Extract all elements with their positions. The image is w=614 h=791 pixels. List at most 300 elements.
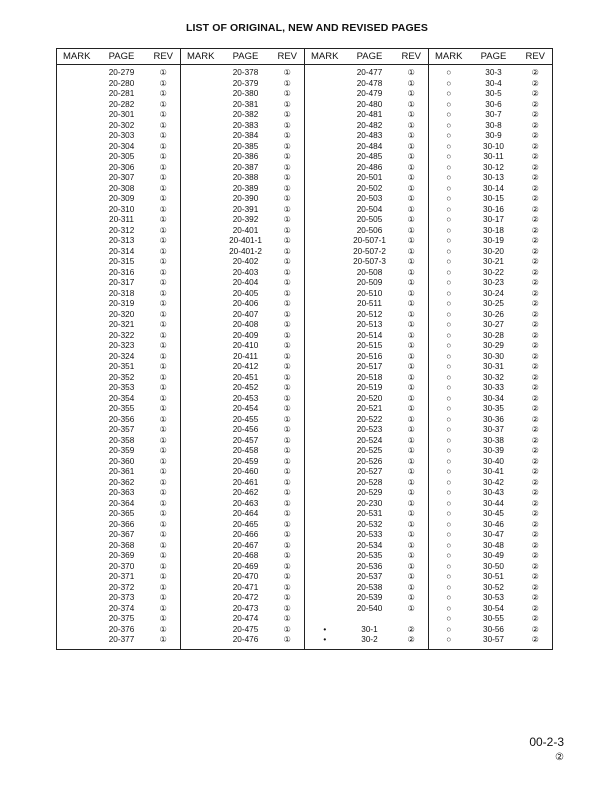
rev-cell-col1: ① [147,331,181,342]
mark-cell-col3 [305,257,345,268]
mark-cell-col2 [181,89,221,100]
mark-cell-col1 [57,247,97,258]
page-cell-col3: 20-515 [356,341,383,350]
rev-cell-col1: ① [147,173,181,184]
page-cell-col4: 30-18 [483,225,504,235]
page-cell-col3: 20-519 [356,383,383,392]
rev-cell-col3: ① [395,268,429,279]
rev-cell-col1: ① [147,572,181,583]
rev-cell-col3: ① [395,65,429,79]
header-page-3: PAGE [345,49,395,65]
table-header-row [57,49,553,65]
mark-cell-col4: ○ [446,498,452,508]
rev-cell-col1: ① [147,446,181,457]
mark-cell-col3 [305,425,345,436]
mark-cell-col1 [57,593,97,604]
mark-cell-col1 [57,65,97,79]
page-cell-col3: 20-486 [356,162,383,172]
rev-cell-col4: ② [519,341,553,352]
rev-cell-col4: ② [519,551,553,562]
mark-cell-col2 [181,572,221,583]
mark-cell-col3 [305,509,345,520]
page-cell-col4: 30-28 [483,330,504,340]
page-cell-col4: 30-16 [483,204,504,214]
rev-cell-col3: ① [395,488,429,499]
page-cell-col4: 30-37 [483,425,504,434]
rev-cell-col2: ① [271,593,305,604]
rev-cell-col3: ① [395,215,429,226]
table-row [57,65,553,79]
header-page-2: PAGE [221,49,271,65]
page-cell-col2: 20-454 [232,404,259,413]
mark-cell-col1 [57,152,97,163]
table-row [57,341,553,352]
rev-cell-col3: ① [395,562,429,573]
rev-cell-col4: ② [519,520,553,531]
page-cell-col2: 20-391 [232,204,259,214]
mark-cell-col3 [305,331,345,342]
rev-cell-col4: ② [519,79,553,90]
rev-cell-col2: ① [271,310,305,321]
mark-cell-col4: ○ [446,152,452,161]
mark-cell-col1 [57,509,97,520]
page-cell-col3: 20-540 [356,603,383,613]
rev-cell-col2: ① [271,562,305,573]
table-row [57,583,553,594]
mark-cell-col2 [181,205,221,216]
page-cell-col2: 20-458 [232,446,259,455]
table-row [57,299,553,310]
mark-cell-col4: ○ [446,162,452,172]
mark-cell-col2 [181,236,221,247]
page-cell-col3: 20-502 [356,183,383,193]
mark-cell-col4: ○ [446,225,452,235]
mark-cell-col4: ○ [446,131,452,140]
page-cell-col4: 30-54 [483,603,504,613]
page-cell-col4: 30-21 [483,257,504,266]
mark-cell-col3 [305,352,345,363]
rev-cell-col4: ② [519,530,553,541]
page-cell-col2: 20-407 [232,309,259,319]
page-cell-col1: 20-301 [108,110,135,119]
page-cell-col2: 20-464 [232,509,259,518]
rev-cell-col1: ① [147,530,181,541]
table-row [57,635,553,650]
mark-cell-col3 [305,614,345,625]
page-cell-col3: 20-518 [356,372,383,382]
page-cell-col1: 20-365 [108,509,135,518]
mark-cell-col3 [305,152,345,163]
mark-cell-col3 [305,163,345,174]
page-cell-col3: 30-1 [361,624,378,634]
header-rev-4: REV [519,49,553,65]
rev-cell-col1: ① [147,341,181,352]
table-row [57,541,553,552]
page-cell-col2: 20-459 [232,456,259,466]
rev-cell-col4: ② [519,320,553,331]
mark-cell-col4: ○ [446,183,452,193]
page-cell-col3: 20-484 [356,141,383,151]
rev-cell-col4: ② [519,215,553,226]
rev-cell-col2: ① [271,100,305,111]
rev-cell-col2: ① [271,257,305,268]
rev-cell-col4: ② [519,499,553,510]
page-cell-col1: 20-368 [108,540,135,550]
rev-cell-col1: ① [147,152,181,163]
page-cell-col1: 20-305 [108,152,135,161]
page-cell-col1: 20-376 [108,624,135,634]
rev-cell-col3: ② [395,625,429,636]
mark-cell-col2 [181,100,221,111]
page-cell-col1: 20-314 [108,246,135,256]
page-cell-col1: 20-366 [108,519,135,529]
mark-cell-col2 [181,173,221,184]
mark-cell-col4: ○ [446,572,452,581]
mark-cell-col4: ○ [446,593,452,602]
page-cell-col1: 20-309 [108,194,135,203]
mark-cell-col2 [181,341,221,352]
rev-cell-col4: ② [519,142,553,153]
page-cell-col4: 30-10 [483,141,504,151]
mark-cell-col2 [181,446,221,457]
rev-cell-col4: ② [519,331,553,342]
rev-cell-col1: ① [147,478,181,489]
mark-cell-col3 [305,415,345,426]
rev-cell-col4: ② [519,562,553,573]
page-cell-col2: 20-408 [232,320,259,329]
rev-cell-col1: ① [147,194,181,205]
rev-cell-col3: ① [395,425,429,436]
page-cell-col1: 20-369 [108,551,135,560]
page-cell-col4: 30-29 [483,341,504,350]
mark-cell-col4: ○ [446,582,452,592]
mark-cell-col2 [181,142,221,153]
rev-cell-col3: ① [395,404,429,415]
rev-cell-col3: ① [395,341,429,352]
rev-cell-col4: ② [519,163,553,174]
table-row [57,236,553,247]
rev-cell-col2: ① [271,520,305,531]
mark-cell-col2 [181,436,221,447]
page-cell-col3: 20-509 [356,278,383,287]
rev-cell-col4: ② [519,194,553,205]
rev-cell-col4: ② [519,352,553,363]
page-cell-col4: 30-6 [485,99,502,109]
mark-cell-col3 [305,467,345,478]
page-cell-col1: 20-363 [108,488,135,497]
rev-cell-col4: ② [519,362,553,373]
mark-cell-col4: ○ [446,414,452,424]
page-cell-col2: 20-402 [232,257,259,266]
table-row [57,268,553,279]
mark-cell-col4: ○ [446,299,452,308]
page-cell-col4: 30-25 [483,299,504,308]
rev-cell-col3: ① [395,142,429,153]
rev-cell-col3: ① [395,100,429,111]
rev-cell-col3: ① [395,551,429,562]
mark-cell-col1 [57,467,97,478]
rev-cell-col1: ① [147,299,181,310]
mark-cell-col4: ○ [446,204,452,214]
rev-cell-col2: ① [271,625,305,636]
rev-cell-col2: ① [271,142,305,153]
rev-cell-col3: ① [395,163,429,174]
mark-cell-col4: ○ [446,425,452,434]
mark-cell-col2 [181,488,221,499]
rev-cell-col3: ① [395,173,429,184]
page-cell-col2: 20-406 [232,299,259,308]
mark-cell-col4: ○ [446,488,452,497]
rev-cell-col1: ① [147,142,181,153]
page-cell-col1: 20-354 [108,393,135,403]
page-cell-col3: 20-517 [356,362,383,371]
page-cell-col1: 20-371 [108,572,135,581]
mark-cell-col4: ○ [446,309,452,319]
page-cell-col3: 20-481 [356,110,383,119]
table-row [57,457,553,468]
rev-cell-col3: ① [395,236,429,247]
mark-cell-col3 [305,593,345,604]
page-cell-col1: 20-311 [109,215,134,224]
mark-cell-col3 [305,604,345,615]
mark-cell-col1 [57,268,97,279]
page-cell-col2: 20-463 [232,498,259,508]
page-cell-col4: 30-32 [483,372,504,382]
mark-cell-col2 [181,562,221,573]
rev-cell-col2: ① [271,425,305,436]
page-cell-col1: 20-362 [108,477,135,487]
rev-cell-col1: ① [147,467,181,478]
rev-cell-col2: ① [271,163,305,174]
page-cell-col4: 30-50 [483,561,504,571]
rev-cell-col1: ① [147,289,181,300]
page-cell-col2: 20-385 [232,141,259,151]
mark-cell-col2 [181,530,221,541]
table-row [57,257,553,268]
mark-cell-col2 [181,425,221,436]
page-cell-col3: 20-507-1 [353,236,386,245]
mark-cell-col3 [305,404,345,415]
page-cell-col3: 20-539 [356,593,383,602]
rev-cell-col3: ① [395,226,429,237]
table-row [57,184,553,195]
page-cell-col3: 20-535 [356,551,383,560]
rev-cell-col1: ① [147,100,181,111]
mark-cell-col3 [305,184,345,195]
mark-cell-col2 [181,635,221,650]
page-cell-col1: 20-360 [108,456,135,466]
table-row [57,614,553,625]
page-cell-col2: 20-451 [232,372,259,382]
table-row [57,488,553,499]
rev-cell-col4: ② [519,65,553,79]
page-cell-col2: 20-468 [232,551,259,560]
mark-cell-col1 [57,320,97,331]
rev-cell-col1: ① [147,509,181,520]
rev-cell-col3: ① [395,467,429,478]
rev-cell-col1: ① [147,131,181,142]
page-cell-col4: 30-23 [483,278,504,287]
rev-cell-col3: ② [395,635,429,650]
page-cell-col1: 20-367 [108,530,135,539]
page-cell-col4: 30-45 [483,509,504,518]
page-cell-col2: 20-405 [232,288,259,298]
mark-cell-col2 [181,583,221,594]
page-cell-col4: 30-33 [483,383,504,392]
page-cell-col3: 20-536 [356,561,383,571]
mark-cell-col2 [181,467,221,478]
rev-cell-col1: ① [147,415,181,426]
page-cell-col2: 20-392 [232,215,259,224]
mark-cell-col4: ○ [446,215,452,224]
rev-cell-col2: ① [271,121,305,132]
table-row [57,499,553,510]
mark-cell-col3 [305,299,345,310]
mark-cell-col2 [181,551,221,562]
mark-cell-col4: ○ [446,624,452,634]
mark-cell-col2 [181,404,221,415]
rev-cell-col2: ① [271,278,305,289]
mark-cell-col3 [305,383,345,394]
page-cell-col2: 20-381 [232,99,259,109]
page-cell-col3: 20-507-2 [353,246,386,256]
rev-cell-col1: ① [147,583,181,594]
rev-cell-col3: ① [395,509,429,520]
table-row [57,121,553,132]
mark-cell-col4: ○ [446,435,452,445]
mark-cell-col4: ○ [446,372,452,382]
page-cell-col3: 20-516 [356,351,383,361]
page-cell-col2: 20-387 [232,162,259,172]
page-cell-col1: 20-357 [108,425,135,434]
mark-cell-col2 [181,625,221,636]
rev-cell-col3: ① [395,152,429,163]
page-cell-col3: 20-504 [356,204,383,214]
rev-cell-col3: ① [395,478,429,489]
page-cell-col2: 20-388 [232,173,259,182]
mark-cell-col3 [305,572,345,583]
page-cell-col1: 20-361 [108,467,135,476]
mark-cell-col4: ○ [446,362,452,371]
mark-cell-col1 [57,100,97,111]
page-cell-col3: 20-479 [356,89,383,98]
table-row [57,110,553,121]
mark-cell-col3 [305,310,345,321]
page-cell-col4: 30-20 [483,246,504,256]
page-cell-col4: 30-8 [485,120,502,130]
rev-cell-col2: ① [271,89,305,100]
table-row [57,173,553,184]
mark-cell-col4: ○ [446,236,452,245]
rev-cell-col2: ① [271,289,305,300]
page-cell-col2: 20-379 [232,78,259,88]
rev-cell-col3: ① [395,394,429,405]
mark-cell-col3 [305,79,345,90]
mark-cell-col1 [57,331,97,342]
page-cell-col4: 30-48 [483,540,504,550]
mark-cell-col1 [57,257,97,268]
rev-cell-col4: ② [519,310,553,321]
page-cell-col3: 20-230 [356,498,383,508]
rev-cell-col2: ① [271,446,305,457]
mark-cell-col2 [181,520,221,531]
table-row [57,289,553,300]
rev-cell-col2: ① [271,131,305,142]
rev-cell-col3: ① [395,530,429,541]
page-cell-col2: 20-475 [232,624,259,634]
rev-cell-col2: ① [271,236,305,247]
rev-cell-col1: ① [147,362,181,373]
mark-cell-col2 [181,215,221,226]
page-cell-col4: 30-35 [483,404,504,413]
rev-cell-col3: ① [395,278,429,289]
page-cell-col3: 20-537 [356,572,383,581]
mark-cell-col1 [57,236,97,247]
mark-cell-col2 [181,226,221,237]
page-number: 00-2-3 [529,735,564,749]
mark-cell-col1 [57,415,97,426]
mark-cell-col1 [57,89,97,100]
table-row [57,572,553,583]
rev-cell-col1: ① [147,257,181,268]
page-cell-col1: 20-323 [108,341,135,350]
rev-cell-col4: ② [519,404,553,415]
mark-cell-col1 [57,289,97,300]
rev-cell-col3: ① [395,383,429,394]
table-row [57,247,553,258]
rev-cell-col4: ② [519,205,553,216]
rev-cell-col2: ① [271,467,305,478]
rev-cell-col1: ① [147,373,181,384]
page-cell-col3: 30-2 [345,635,395,650]
rev-cell-col1: ① [147,394,181,405]
page-cell-col2: 20-404 [232,278,259,287]
page-cell-col1: 20-320 [108,309,135,319]
page-cell-col1: 20-364 [108,498,135,508]
mark-cell-col2 [181,478,221,489]
mark-cell-col1 [57,572,97,583]
mark-cell-col4: ○ [446,341,452,350]
mark-cell-col1 [57,110,97,121]
page-cell-col2: 20-469 [232,561,259,571]
mark-cell-col1 [57,173,97,184]
rev-cell-col3: ① [395,205,429,216]
page-cell-col1: 20-318 [108,288,135,298]
rev-cell-col2: ① [271,226,305,237]
mark-cell-col2 [181,79,221,90]
mark-cell-col3 [305,131,345,142]
page-cell-col4: 30-49 [483,551,504,560]
page-cell-col2: 20-384 [232,131,259,140]
rev-cell-col4: ② [519,100,553,111]
rev-cell-col4: ② [519,467,553,478]
mark-cell-col1 [57,635,97,650]
page-cell-col1: 20-373 [108,593,135,602]
mark-cell-col1 [57,194,97,205]
mark-cell-col1 [57,583,97,594]
page-cell-col2: 20-452 [232,383,259,392]
mark-cell-col4: ○ [446,614,452,623]
rev-cell-col4: ② [519,247,553,258]
rev-cell-col2: ① [271,488,305,499]
rev-cell-col1: ① [147,89,181,100]
page-cell-col3: 20-521 [356,404,383,413]
rev-cell-col1: ① [147,163,181,174]
rev-cell-col2: ① [271,509,305,520]
header-rev-2: REV [271,49,305,65]
mark-cell-col3 [305,478,345,489]
page-cell-col3: 20-514 [356,330,383,340]
